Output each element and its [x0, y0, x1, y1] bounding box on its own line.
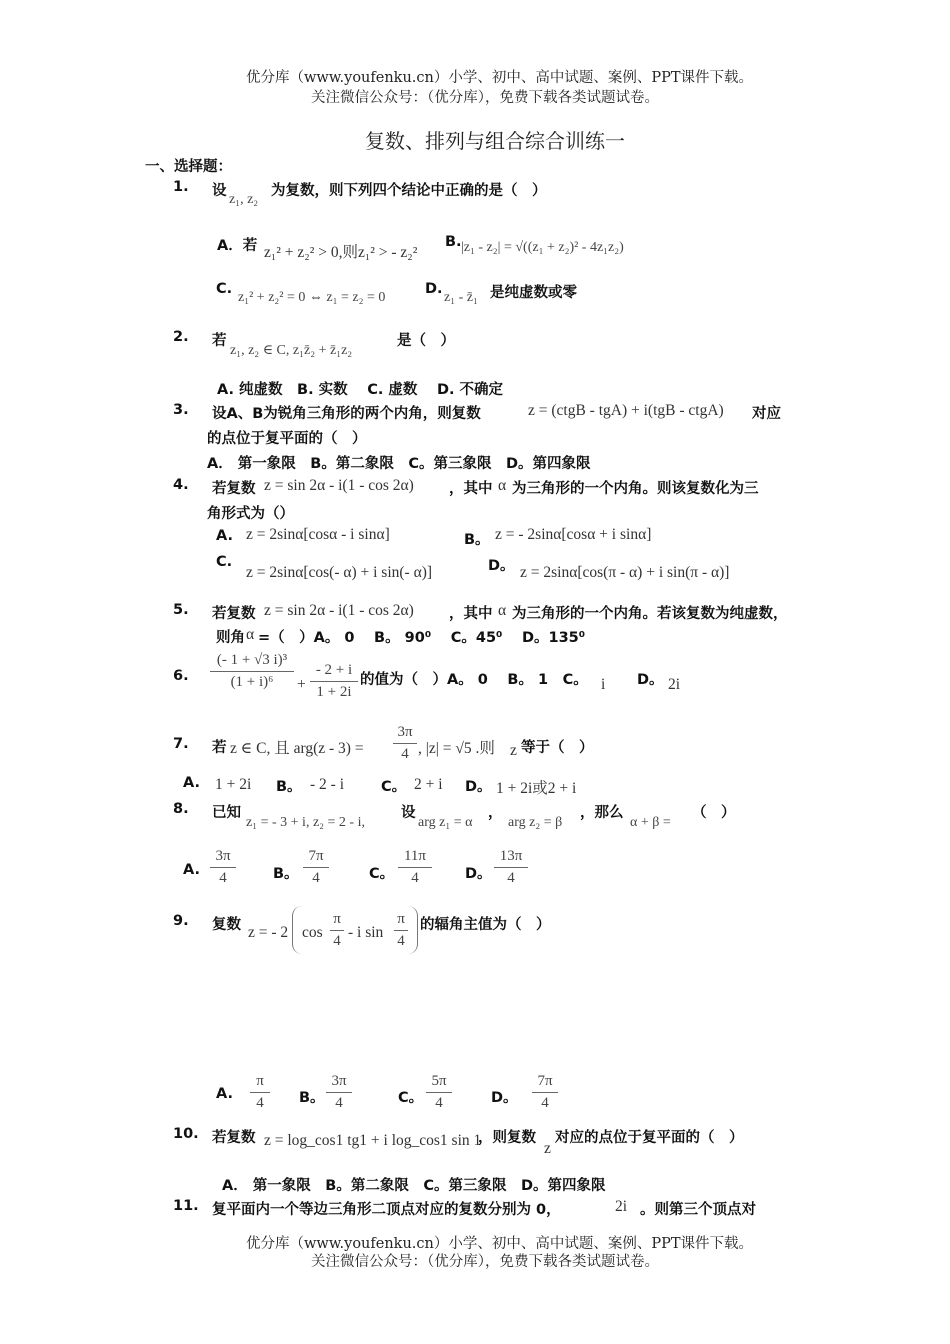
- q2-stem: 是（ ）: [397, 333, 455, 349]
- q8-option-b-label: B。: [273, 866, 299, 882]
- q4-stem-b: ，其中: [449, 481, 493, 497]
- q9-four-1: 4: [333, 933, 341, 949]
- q8-option-d-frac: [494, 848, 528, 887]
- q11-stem-b: 。则第三个顶点对: [640, 1202, 756, 1218]
- q8-stem: ，那么: [580, 805, 624, 821]
- q7-option-a-label: A.: [183, 775, 200, 791]
- q8-option-c-frac: [398, 848, 432, 887]
- q8-d-num: 13π: [494, 848, 528, 868]
- q7-option-d-math: 1 + 2i或2 + i: [496, 780, 577, 797]
- q9-c-den: 4: [435, 1095, 443, 1111]
- q4-number: 4.: [173, 477, 189, 493]
- q6-stem: 的值为（ ）A。 0 B。 1 C。: [360, 672, 588, 688]
- q8-a-num: 3π: [210, 848, 236, 868]
- q5-alpha-2: α: [246, 626, 255, 643]
- q7-option-a-math: 1 + 2i: [215, 776, 252, 793]
- q9-stem: 的辐角主值为（ ）: [420, 917, 551, 933]
- q1-option-d-text: 是纯虚数或零: [490, 285, 577, 301]
- q2-math: z₁, z₂ ∈ C, z₁z̄₂ + z̄₁z₂: [230, 343, 353, 358]
- q7-number: 7.: [173, 736, 189, 752]
- q9-cos: cos: [302, 924, 323, 941]
- q10-number: 10.: [173, 1126, 199, 1142]
- q9-option-b-frac: [326, 1073, 352, 1112]
- q10-z: z: [544, 1140, 551, 1157]
- q8-option-d-label: D。: [465, 866, 492, 882]
- q10-math: z = log_cos1 tg1 + i log_cos1 sin 1: [264, 1132, 482, 1149]
- q3-stem-a: 设A、B为锐角三角形的两个内角，则复数: [212, 406, 481, 422]
- q5-stem-c: 为三角形的一个内角。若该复数为纯虚数，: [512, 606, 788, 622]
- q7-math-b: , |z| = √5 .则: [418, 740, 495, 757]
- q4-option-b-label: B。: [464, 532, 490, 548]
- q9-b-den: 4: [335, 1095, 343, 1111]
- q9-option-d-frac: [532, 1073, 558, 1112]
- q1-option-a-label: A．若: [217, 238, 258, 254]
- q8-option-a-label: A.: [183, 862, 200, 878]
- q8-lead: 已知: [212, 805, 241, 821]
- q9-frac-2: [394, 911, 408, 950]
- q9-a-num: π: [250, 1073, 270, 1093]
- q1-lead: 设: [212, 183, 227, 199]
- q7-option-b-math: - 2 - i: [310, 776, 345, 793]
- q4-option-d-label: D。: [488, 558, 515, 574]
- q8-option-c-label: C。: [369, 866, 395, 882]
- q1-option-c-math: z₁² + z₂² = 0 ⇔ z₁ = z₂ = 0: [238, 290, 386, 305]
- q9-d-den: 4: [541, 1095, 549, 1111]
- q6-f2-num: - 2 + i: [310, 662, 358, 682]
- q4-option-a-math: z = 2sinα[cosα - i sinα]: [246, 526, 390, 543]
- q8-comma: ，: [488, 805, 503, 821]
- q6-f2-den: 1 + 2i: [316, 684, 352, 700]
- q9-d-num: 7π: [532, 1073, 558, 1093]
- q7-z: z: [510, 742, 517, 759]
- q8-a-den: 4: [219, 870, 227, 886]
- footer-line-1: 优分库（www.youfenku.cn）小学、初中、高中试题、案例、PPT课件下载。: [246, 1236, 754, 1252]
- q4-option-c-math: z = 2sinα[cos(- α) + i sin(- α)]: [246, 564, 433, 581]
- q1-option-b-label: B.: [445, 234, 462, 250]
- q5-number: 5.: [173, 602, 189, 618]
- q4-stem-d: 角形式为（）: [207, 506, 294, 522]
- q7-option-b-label: B。: [276, 779, 302, 795]
- q9-option-a-frac: [250, 1073, 270, 1112]
- q11-stem-a: 复平面内一个等边三角形二顶点对应的复数分别为 0，: [212, 1202, 561, 1218]
- header-line-2: 关注微信公众号：（优分库），免费下载各类试题试卷。: [311, 90, 659, 106]
- q8-option-b-frac: [303, 848, 329, 887]
- q9-option-c-label: C。: [398, 1090, 424, 1106]
- q9-option-d-label: D。: [491, 1090, 518, 1106]
- footer-line-2: 关注微信公众号：（优分库），免费下载各类试题试卷。: [311, 1254, 659, 1270]
- q3-stem-c: 的点位于复平面的（ ）: [207, 431, 367, 447]
- q9-option-a-label: A.: [216, 1086, 233, 1102]
- q8-b-den: 4: [312, 870, 320, 886]
- q9-frac-1: [330, 911, 344, 950]
- q8-paren: （ ）: [692, 805, 736, 821]
- q7-stem: 等于（ ）: [521, 740, 594, 756]
- q9-lead: 复数: [212, 917, 241, 933]
- q4-alpha: α: [498, 477, 507, 494]
- q6-fraction-2: [310, 662, 358, 701]
- q7-option-d-label: D。: [465, 779, 492, 795]
- q4-option-d-math: z = 2sinα[cos(π - α) + i sin(π - α)]: [520, 564, 730, 581]
- q4-math: z = sin 2α - i(1 - cos 2α): [264, 477, 414, 494]
- q9-a-den: 4: [256, 1095, 264, 1111]
- q11-math: 2i: [615, 1198, 628, 1215]
- q9-four-2: 4: [397, 933, 405, 949]
- q7-fraction: [393, 724, 417, 763]
- q4-stem-c: 为三角形的一个内角。则该复数化为三: [512, 481, 759, 497]
- q8-d-den: 4: [507, 870, 515, 886]
- q4-stem-a: 若复数: [212, 481, 256, 497]
- q1-option-c-label: C.: [216, 281, 233, 297]
- q9-minus: - i sin: [348, 924, 384, 941]
- q8-math-a: z₁ = - 3 + i, z₂ = 2 - i,: [246, 815, 365, 830]
- q3-options: A． 第一象限 B。第二象限 C。第三象限 D。第四象限: [207, 456, 591, 472]
- q10-stem-b: 对应的点位于复平面的（ ）: [555, 1130, 744, 1146]
- q9-option-b-label: B。: [299, 1090, 325, 1106]
- q8-b-num: 7π: [303, 848, 329, 868]
- q1-option-d-label: D.: [425, 281, 443, 297]
- q9-b-num: 3π: [326, 1073, 352, 1093]
- q10-options: A． 第一象限 B。第二象限 C。第三象限 D。第四象限: [222, 1178, 606, 1194]
- q8-c-den: 4: [411, 870, 419, 886]
- q2-number: 2.: [173, 329, 189, 345]
- section-heading: 一、选择题：: [145, 159, 232, 175]
- q4-option-c-label: C.: [216, 554, 233, 570]
- q5-alpha: α: [498, 602, 507, 619]
- q9-pi-2: π: [394, 911, 408, 931]
- q11-number: 11.: [173, 1198, 199, 1214]
- q5-stem-a: 若复数: [212, 606, 256, 622]
- q1-number: 1.: [173, 179, 189, 195]
- q10-lead: 若复数: [212, 1130, 256, 1146]
- header-line-1: 优分库（www.youfenku.cn）小学、初中、高中试题、案例、PPT课件下载。: [246, 70, 754, 86]
- q6-option-d-label: D。: [637, 672, 664, 688]
- q10-stem-a: ，则复数: [478, 1130, 536, 1146]
- q2-lead: 若: [212, 333, 227, 349]
- q5-stem-e: =（ ）A。 0 B。 90⁰ C。45⁰ D。135⁰: [258, 630, 586, 646]
- q9-math-a: z = - 2: [248, 924, 289, 941]
- q7-math-a: z ∈ C, 且 arg(z - 3) =: [230, 740, 364, 757]
- q1-option-d-math: z₁ - z̄₁: [444, 290, 478, 305]
- q1-stem: 为复数，则下列四个结论中正确的是（ ）: [271, 183, 547, 199]
- q8-math-c: arg z₂ = β: [508, 815, 563, 830]
- q7-option-c-math: 2 + i: [414, 776, 443, 793]
- q8-let: 设: [401, 805, 416, 821]
- q4-option-b-math: z = - 2sinα[cosα + i sinα]: [495, 526, 652, 543]
- q6-fraction-1: [210, 652, 294, 691]
- q7-option-c-label: C。: [381, 779, 407, 795]
- q3-math: z = (ctgB - tgA) + i(tgB - ctgA): [528, 402, 724, 419]
- q5-stem-b: ，其中: [449, 606, 493, 622]
- q3-number: 3.: [173, 402, 189, 418]
- q6-option-d-math: 2i: [668, 676, 681, 693]
- q5-math: z = sin 2α - i(1 - cos 2α): [264, 602, 414, 619]
- q7-f-den: 4: [401, 746, 409, 762]
- q6-number: 6.: [173, 668, 189, 684]
- q6-option-c-math: i: [601, 676, 606, 693]
- q8-c-num: 11π: [398, 848, 432, 868]
- q4-option-a-label: A.: [216, 528, 233, 544]
- q6-f1-num: (- 1 + √3 i)³: [210, 652, 294, 672]
- q3-stem-b: 对应: [752, 406, 781, 422]
- q2-options: A. 纯虚数 B. 实数 C. 虚数 D. 不确定: [217, 382, 504, 398]
- q9-number: 9.: [173, 913, 189, 929]
- q1-math: z₁, z₂: [229, 192, 259, 207]
- q8-math-d: α + β =: [630, 815, 671, 830]
- q9-option-c-frac: [426, 1073, 452, 1112]
- q1-option-b-math: |z₁ - z₂| = √((z₁ + z₂)² - 4z₁z₂): [461, 240, 624, 255]
- q1-option-a-math: z₁² + z₂² > 0,则z₁² > - z₂²: [264, 244, 418, 261]
- q7-f-num: 3π: [393, 724, 417, 744]
- q6-f1-den: (1 + i)⁶: [230, 674, 274, 690]
- q6-plus: +: [297, 676, 306, 693]
- q8-option-a-frac: [210, 848, 236, 887]
- q5-stem-d: 则角: [216, 630, 245, 646]
- q9-c-num: 5π: [426, 1073, 452, 1093]
- q8-number: 8.: [173, 801, 189, 817]
- q9-pi-1: π: [330, 911, 344, 931]
- q8-math-b: arg z₁ = α: [418, 815, 473, 830]
- page-title: 复数、排列与组合综合训练一: [365, 129, 625, 153]
- q7-lead: 若: [212, 740, 227, 756]
